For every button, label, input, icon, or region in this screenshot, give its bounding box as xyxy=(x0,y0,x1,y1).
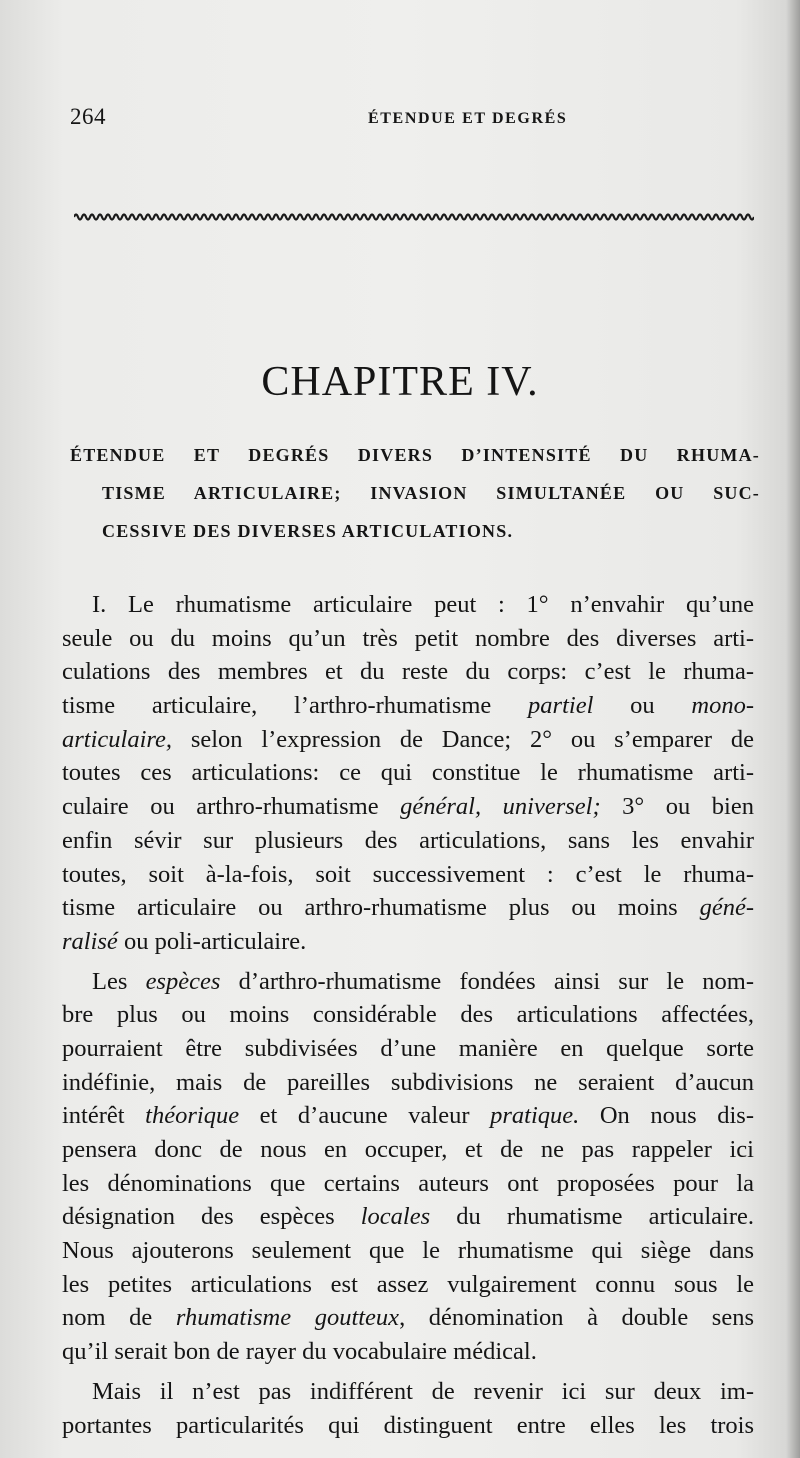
text-line: ralisé ou poli-articulaire. xyxy=(62,927,307,955)
chapter-subtitle xyxy=(70,436,760,550)
italic-term: géné- xyxy=(699,894,754,922)
italic-term: mono- xyxy=(691,692,754,720)
text-line: indéfinie, mais de pareilles subdivisions ne seraient d’aucun xyxy=(62,1068,754,1096)
page-number: 264 xyxy=(70,104,106,129)
text-line: articulaire, selon l’expression de Dance; 2° ou s’emparer de xyxy=(62,725,754,753)
text-line: culaire ou arthro-rhumatisme général, universel; 3° ou bien xyxy=(62,793,754,821)
italic-term: espèces xyxy=(145,967,221,995)
italic-term: locales xyxy=(360,1203,431,1231)
subtitle-line: TISME ARTICULAIRE; INVASION SIMULTANÉE OU SUC- xyxy=(102,483,760,503)
text-line: désignation des espèces locales du rhumatisme articulaire. xyxy=(62,1203,754,1231)
body-text xyxy=(62,588,754,1442)
text-line: seule ou du moins qu’un très petit nombre des diverses arti- xyxy=(62,624,754,652)
italic-term: partiel xyxy=(528,692,594,720)
italic-term: pratique. xyxy=(490,1102,580,1130)
subtitle-line: CESSIVE DES DIVERSES ARTICULATIONS. xyxy=(102,521,514,541)
text-line: tisme articulaire ou arthro-rhumatisme plus ou moins géné- xyxy=(62,894,754,922)
text-line: pensera donc de nous en occuper, et de ne pas rappeler ici xyxy=(62,1136,754,1163)
text-line: qu’il serait bon de rayer du vocabulaire médical. xyxy=(62,1338,537,1366)
text-line: portantes particularités qui distinguent entre elles les trois xyxy=(62,1411,754,1439)
italic-term: articulaire, xyxy=(62,725,173,753)
italic-term: général, universel; xyxy=(400,793,601,821)
subtitle-line: ÉTENDUE ET DEGRÉS DIVERS D’INTENSITÉ DU RHUMA- xyxy=(70,445,760,465)
text-line: Mais il n’est pas indifférent de revenir ici sur deux im- xyxy=(92,1377,754,1405)
page-header xyxy=(70,104,760,134)
text-line: nom de rhumatisme goutteux, dénomination à double sens xyxy=(62,1304,754,1332)
text-line: I. Le rhumatisme articulaire peut : 1° n’envahir qu’une xyxy=(92,591,754,618)
text-line: culations des membres et du reste du corps: c’est le rhuma- xyxy=(62,658,754,686)
decorative-wavy-rule xyxy=(74,210,754,224)
text-line: pourraient être subdivisées d’une manière en quelque sorte xyxy=(62,1034,754,1062)
text-line: bre plus ou moins considérable des articulations affectées, xyxy=(62,1001,754,1029)
text-line: enfin sévir sur plusieurs des articulations, sans les envahir xyxy=(62,826,754,854)
italic-term: ralisé xyxy=(62,927,118,955)
text-line: Nous ajouterons seulement que le rhumatisme qui siège dans xyxy=(62,1237,754,1265)
text-line: toutes, soit à-la-fois, soit successivement : c’est le rhuma- xyxy=(62,860,754,888)
italic-term: rhumatisme goutteux xyxy=(175,1304,400,1332)
page-edge-shadow xyxy=(786,0,800,1458)
chapter-title: CHAPITRE IV. xyxy=(261,359,539,406)
running-head: ÉTENDUE ET DEGRÉS xyxy=(368,110,568,127)
text-line: tisme articulaire, l’arthro-rhumatisme partiel ou mono- xyxy=(62,692,754,720)
text-line: Les espèces d’arthro-rhumatisme fondées ainsi sur le nom- xyxy=(92,967,755,995)
text-line: les dénominations que certains auteurs ont proposées pour la xyxy=(62,1169,754,1197)
text-line: intérêt théorique et d’aucune valeur pratique. On nous dis- xyxy=(62,1102,755,1130)
text-line: les petites articulations est assez vulgairement connu sous le xyxy=(62,1270,754,1298)
italic-term: théorique xyxy=(145,1102,240,1130)
text-line: toutes ces articulations: ce qui constitue le rhumatisme arti- xyxy=(62,759,754,787)
